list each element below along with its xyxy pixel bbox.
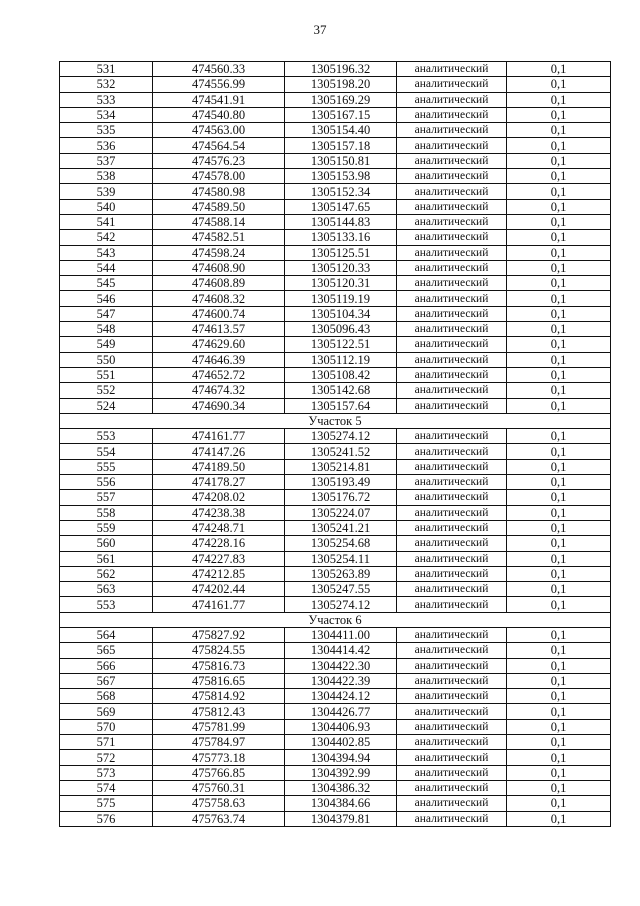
method-cell: аналитический [397,245,507,260]
y-coordinate-cell: 1305096.43 [285,322,397,337]
y-coordinate-cell: 1305120.33 [285,260,397,275]
table-row [60,138,611,153]
method-cell: аналитический [397,138,507,153]
error-cell: 0,1 [507,337,611,352]
error-cell: 0,1 [507,322,611,337]
table-row [60,505,611,520]
table-row [60,337,611,352]
point-number-cell: 554 [60,444,153,459]
x-coordinate-cell: 474208.02 [153,490,285,505]
x-coordinate-cell: 474212.85 [153,566,285,581]
x-coordinate-cell: 474564.54 [153,138,285,153]
y-coordinate-cell: 1305241.21 [285,520,397,535]
point-number-cell: 572 [60,750,153,765]
table-row [60,627,611,642]
table-row [60,750,611,765]
y-coordinate-cell: 1305144.83 [285,214,397,229]
y-coordinate-cell: 1305241.52 [285,444,397,459]
error-cell: 0,1 [507,566,611,581]
y-coordinate-cell: 1305120.31 [285,276,397,291]
error-cell: 0,1 [507,597,611,612]
point-number-cell: 567 [60,673,153,688]
method-cell: аналитический [397,337,507,352]
error-cell: 0,1 [507,260,611,275]
y-coordinate-cell: 1305224.07 [285,505,397,520]
method-cell: аналитический [397,260,507,275]
method-cell: аналитический [397,689,507,704]
error-cell: 0,1 [507,627,611,642]
point-number-cell: 576 [60,811,153,826]
y-coordinate-cell: 1305176.72 [285,490,397,505]
y-coordinate-cell: 1305214.81 [285,459,397,474]
x-coordinate-cell: 474608.90 [153,260,285,275]
y-coordinate-cell: 1305263.89 [285,566,397,581]
point-number-cell: 570 [60,719,153,734]
method-cell: аналитический [397,444,507,459]
method-cell: аналитический [397,199,507,214]
y-coordinate-cell: 1304394.94 [285,750,397,765]
x-coordinate-cell: 474652.72 [153,367,285,382]
x-coordinate-cell: 474600.74 [153,306,285,321]
table-row [60,780,611,795]
x-coordinate-cell: 474646.39 [153,352,285,367]
x-coordinate-cell: 475827.92 [153,627,285,642]
table-row [60,658,611,673]
y-coordinate-cell: 1304406.93 [285,719,397,734]
x-coordinate-cell: 474578.00 [153,169,285,184]
table-row [60,214,611,229]
error-cell: 0,1 [507,169,611,184]
table-row [60,490,611,505]
point-number-cell: 559 [60,520,153,535]
table-row [60,322,611,337]
method-cell: аналитический [397,582,507,597]
section-row [60,413,611,428]
method-cell: аналитический [397,811,507,826]
method-cell: аналитический [397,169,507,184]
table-row [60,735,611,750]
x-coordinate-cell: 475766.85 [153,765,285,780]
table-row [60,765,611,780]
coordinates-table-body [60,62,611,827]
method-cell: аналитический [397,184,507,199]
point-number-cell: 551 [60,367,153,382]
table-row [60,62,611,77]
table-row [60,475,611,490]
error-cell: 0,1 [507,459,611,474]
error-cell: 0,1 [507,367,611,382]
method-cell: аналитический [397,735,507,750]
point-number-cell: 532 [60,77,153,92]
point-number-cell: 548 [60,322,153,337]
y-coordinate-cell: 1305169.29 [285,92,397,107]
x-coordinate-cell: 474580.98 [153,184,285,199]
x-coordinate-cell: 474563.00 [153,123,285,138]
method-cell: аналитический [397,107,507,122]
x-coordinate-cell: 474608.32 [153,291,285,306]
error-cell: 0,1 [507,291,611,306]
error-cell: 0,1 [507,673,611,688]
y-coordinate-cell: 1305254.68 [285,536,397,551]
table-row [60,230,611,245]
error-cell: 0,1 [507,245,611,260]
table-row [60,123,611,138]
y-coordinate-cell: 1304392.99 [285,765,397,780]
y-coordinate-cell: 1305157.18 [285,138,397,153]
x-coordinate-cell: 474189.50 [153,459,285,474]
point-number-cell: 555 [60,459,153,474]
table-row [60,199,611,214]
error-cell: 0,1 [507,199,611,214]
error-cell: 0,1 [507,92,611,107]
section-title: Участок 5 [60,413,611,428]
coordinates-table [59,61,611,827]
method-cell: аналитический [397,92,507,107]
table-row [60,582,611,597]
error-cell: 0,1 [507,230,611,245]
method-cell: аналитический [397,398,507,413]
point-number-cell: 553 [60,597,153,612]
table-row [60,566,611,581]
point-number-cell: 534 [60,107,153,122]
y-coordinate-cell: 1304422.39 [285,673,397,688]
point-number-cell: 531 [60,62,153,77]
method-cell: аналитический [397,658,507,673]
page-number: 37 [313,22,327,37]
y-coordinate-cell: 1304414.42 [285,643,397,658]
point-number-cell: 557 [60,490,153,505]
table-row [60,245,611,260]
error-cell: 0,1 [507,536,611,551]
table-row [60,153,611,168]
table-row [60,444,611,459]
y-coordinate-cell: 1304426.77 [285,704,397,719]
y-coordinate-cell: 1305193.49 [285,475,397,490]
error-cell: 0,1 [507,505,611,520]
error-cell: 0,1 [507,551,611,566]
y-coordinate-cell: 1305152.34 [285,184,397,199]
error-cell: 0,1 [507,704,611,719]
error-cell: 0,1 [507,214,611,229]
method-cell: аналитический [397,322,507,337]
x-coordinate-cell: 475760.31 [153,780,285,795]
table-row [60,536,611,551]
point-number-cell: 547 [60,306,153,321]
point-number-cell: 574 [60,780,153,795]
x-coordinate-cell: 474178.27 [153,475,285,490]
y-coordinate-cell: 1305247.55 [285,582,397,597]
y-coordinate-cell: 1304379.81 [285,811,397,826]
point-number-cell: 544 [60,260,153,275]
point-number-cell: 537 [60,153,153,168]
error-cell: 0,1 [507,765,611,780]
error-cell: 0,1 [507,77,611,92]
x-coordinate-cell: 474227.83 [153,551,285,566]
x-coordinate-cell: 475824.55 [153,643,285,658]
point-number-cell: 560 [60,536,153,551]
method-cell: аналитический [397,780,507,795]
point-number-cell: 543 [60,245,153,260]
x-coordinate-cell: 474228.16 [153,536,285,551]
table-row [60,367,611,382]
point-number-cell: 533 [60,92,153,107]
x-coordinate-cell: 474582.51 [153,230,285,245]
y-coordinate-cell: 1304386.32 [285,780,397,795]
error-cell: 0,1 [507,444,611,459]
y-coordinate-cell: 1305125.51 [285,245,397,260]
method-cell: аналитический [397,214,507,229]
y-coordinate-cell: 1305274.12 [285,597,397,612]
x-coordinate-cell: 474589.50 [153,199,285,214]
x-coordinate-cell: 475816.73 [153,658,285,673]
table-row [60,673,611,688]
x-coordinate-cell: 475781.99 [153,719,285,734]
error-cell: 0,1 [507,735,611,750]
x-coordinate-cell: 474560.33 [153,62,285,77]
error-cell: 0,1 [507,184,611,199]
table-row [60,276,611,291]
method-cell: аналитический [397,536,507,551]
x-coordinate-cell: 474248.71 [153,520,285,535]
x-coordinate-cell: 474161.77 [153,429,285,444]
error-cell: 0,1 [507,352,611,367]
error-cell: 0,1 [507,475,611,490]
error-cell: 0,1 [507,398,611,413]
point-number-cell: 569 [60,704,153,719]
point-number-cell: 538 [60,169,153,184]
error-cell: 0,1 [507,780,611,795]
y-coordinate-cell: 1305254.11 [285,551,397,566]
point-number-cell: 542 [60,230,153,245]
method-cell: аналитический [397,750,507,765]
point-number-cell: 573 [60,765,153,780]
point-number-cell: 540 [60,199,153,214]
method-cell: аналитический [397,719,507,734]
x-coordinate-cell: 474608.89 [153,276,285,291]
point-number-cell: 562 [60,566,153,581]
point-number-cell: 566 [60,658,153,673]
x-coordinate-cell: 474238.38 [153,505,285,520]
method-cell: аналитический [397,475,507,490]
method-cell: аналитический [397,62,507,77]
table-row [60,796,611,811]
x-coordinate-cell: 474629.60 [153,337,285,352]
point-number-cell: 553 [60,429,153,444]
x-coordinate-cell: 475758.63 [153,796,285,811]
y-coordinate-cell: 1304424.12 [285,689,397,704]
point-number-cell: 565 [60,643,153,658]
x-coordinate-cell: 474202.44 [153,582,285,597]
x-coordinate-cell: 475816.65 [153,673,285,688]
point-number-cell: 563 [60,582,153,597]
error-cell: 0,1 [507,643,611,658]
point-number-cell: 575 [60,796,153,811]
method-cell: аналитический [397,291,507,306]
x-coordinate-cell: 474576.23 [153,153,285,168]
error-cell: 0,1 [507,138,611,153]
section-title: Участок 6 [60,612,611,627]
x-coordinate-cell: 474541.91 [153,92,285,107]
table-row [60,306,611,321]
point-number-cell: 568 [60,689,153,704]
error-cell: 0,1 [507,62,611,77]
point-number-cell: 541 [60,214,153,229]
method-cell: аналитический [397,551,507,566]
method-cell: аналитический [397,704,507,719]
method-cell: аналитический [397,77,507,92]
table-row [60,429,611,444]
point-number-cell: 539 [60,184,153,199]
table-row [60,184,611,199]
point-number-cell: 545 [60,276,153,291]
point-number-cell: 549 [60,337,153,352]
table-row [60,704,611,719]
y-coordinate-cell: 1305274.12 [285,429,397,444]
x-coordinate-cell: 474613.57 [153,322,285,337]
x-coordinate-cell: 475784.97 [153,735,285,750]
x-coordinate-cell: 475773.18 [153,750,285,765]
x-coordinate-cell: 474598.24 [153,245,285,260]
method-cell: аналитический [397,520,507,535]
y-coordinate-cell: 1305153.98 [285,169,397,184]
x-coordinate-cell: 474556.99 [153,77,285,92]
point-number-cell: 571 [60,735,153,750]
error-cell: 0,1 [507,123,611,138]
method-cell: аналитический [397,276,507,291]
x-coordinate-cell: 475763.74 [153,811,285,826]
error-cell: 0,1 [507,719,611,734]
method-cell: аналитический [397,765,507,780]
table-row [60,597,611,612]
method-cell: аналитический [397,566,507,581]
y-coordinate-cell: 1304402.85 [285,735,397,750]
method-cell: аналитический [397,627,507,642]
method-cell: аналитический [397,490,507,505]
method-cell: аналитический [397,459,507,474]
method-cell: аналитический [397,505,507,520]
x-coordinate-cell: 475814.92 [153,689,285,704]
point-number-cell: 564 [60,627,153,642]
method-cell: аналитический [397,123,507,138]
error-cell: 0,1 [507,520,611,535]
point-number-cell: 552 [60,383,153,398]
method-cell: аналитический [397,352,507,367]
y-coordinate-cell: 1305119.19 [285,291,397,306]
y-coordinate-cell: 1305150.81 [285,153,397,168]
table-row [60,811,611,826]
point-number-cell: 536 [60,138,153,153]
y-coordinate-cell: 1304422.30 [285,658,397,673]
y-coordinate-cell: 1305104.34 [285,306,397,321]
error-cell: 0,1 [507,796,611,811]
table-row [60,643,611,658]
table-row [60,291,611,306]
method-cell: аналитический [397,230,507,245]
x-coordinate-cell: 474161.77 [153,597,285,612]
y-coordinate-cell: 1304411.00 [285,627,397,642]
x-coordinate-cell: 474674.32 [153,383,285,398]
method-cell: аналитический [397,306,507,321]
point-number-cell: 550 [60,352,153,367]
error-cell: 0,1 [507,276,611,291]
section-row [60,612,611,627]
y-coordinate-cell: 1305167.15 [285,107,397,122]
table-row [60,352,611,367]
point-number-cell: 535 [60,123,153,138]
x-coordinate-cell: 474147.26 [153,444,285,459]
error-cell: 0,1 [507,429,611,444]
table-row [60,719,611,734]
error-cell: 0,1 [507,153,611,168]
y-coordinate-cell: 1305122.51 [285,337,397,352]
table-row [60,169,611,184]
method-cell: аналитический [397,383,507,398]
error-cell: 0,1 [507,658,611,673]
point-number-cell: 558 [60,505,153,520]
method-cell: аналитический [397,153,507,168]
table-row [60,92,611,107]
table-row [60,77,611,92]
point-number-cell: 546 [60,291,153,306]
table-row [60,520,611,535]
table-row [60,459,611,474]
y-coordinate-cell: 1305108.42 [285,367,397,382]
y-coordinate-cell: 1304384.66 [285,796,397,811]
error-cell: 0,1 [507,107,611,122]
x-coordinate-cell: 475812.43 [153,704,285,719]
table-row [60,689,611,704]
method-cell: аналитический [397,796,507,811]
error-cell: 0,1 [507,689,611,704]
point-number-cell: 524 [60,398,153,413]
method-cell: аналитический [397,597,507,612]
error-cell: 0,1 [507,490,611,505]
method-cell: аналитический [397,673,507,688]
method-cell: аналитический [397,429,507,444]
y-coordinate-cell: 1305112.19 [285,352,397,367]
error-cell: 0,1 [507,383,611,398]
error-cell: 0,1 [507,306,611,321]
error-cell: 0,1 [507,750,611,765]
y-coordinate-cell: 1305154.40 [285,123,397,138]
point-number-cell: 561 [60,551,153,566]
x-coordinate-cell: 474540.80 [153,107,285,122]
y-coordinate-cell: 1305196.32 [285,62,397,77]
x-coordinate-cell: 474588.14 [153,214,285,229]
method-cell: аналитический [397,367,507,382]
table-row [60,383,611,398]
y-coordinate-cell: 1305157.64 [285,398,397,413]
error-cell: 0,1 [507,811,611,826]
table-row [60,260,611,275]
y-coordinate-cell: 1305147.65 [285,199,397,214]
y-coordinate-cell: 1305198.20 [285,77,397,92]
point-number-cell: 556 [60,475,153,490]
table-row [60,551,611,566]
x-coordinate-cell: 474690.34 [153,398,285,413]
y-coordinate-cell: 1305133.16 [285,230,397,245]
table-row [60,398,611,413]
y-coordinate-cell: 1305142.68 [285,383,397,398]
method-cell: аналитический [397,643,507,658]
table-row [60,107,611,122]
error-cell: 0,1 [507,582,611,597]
